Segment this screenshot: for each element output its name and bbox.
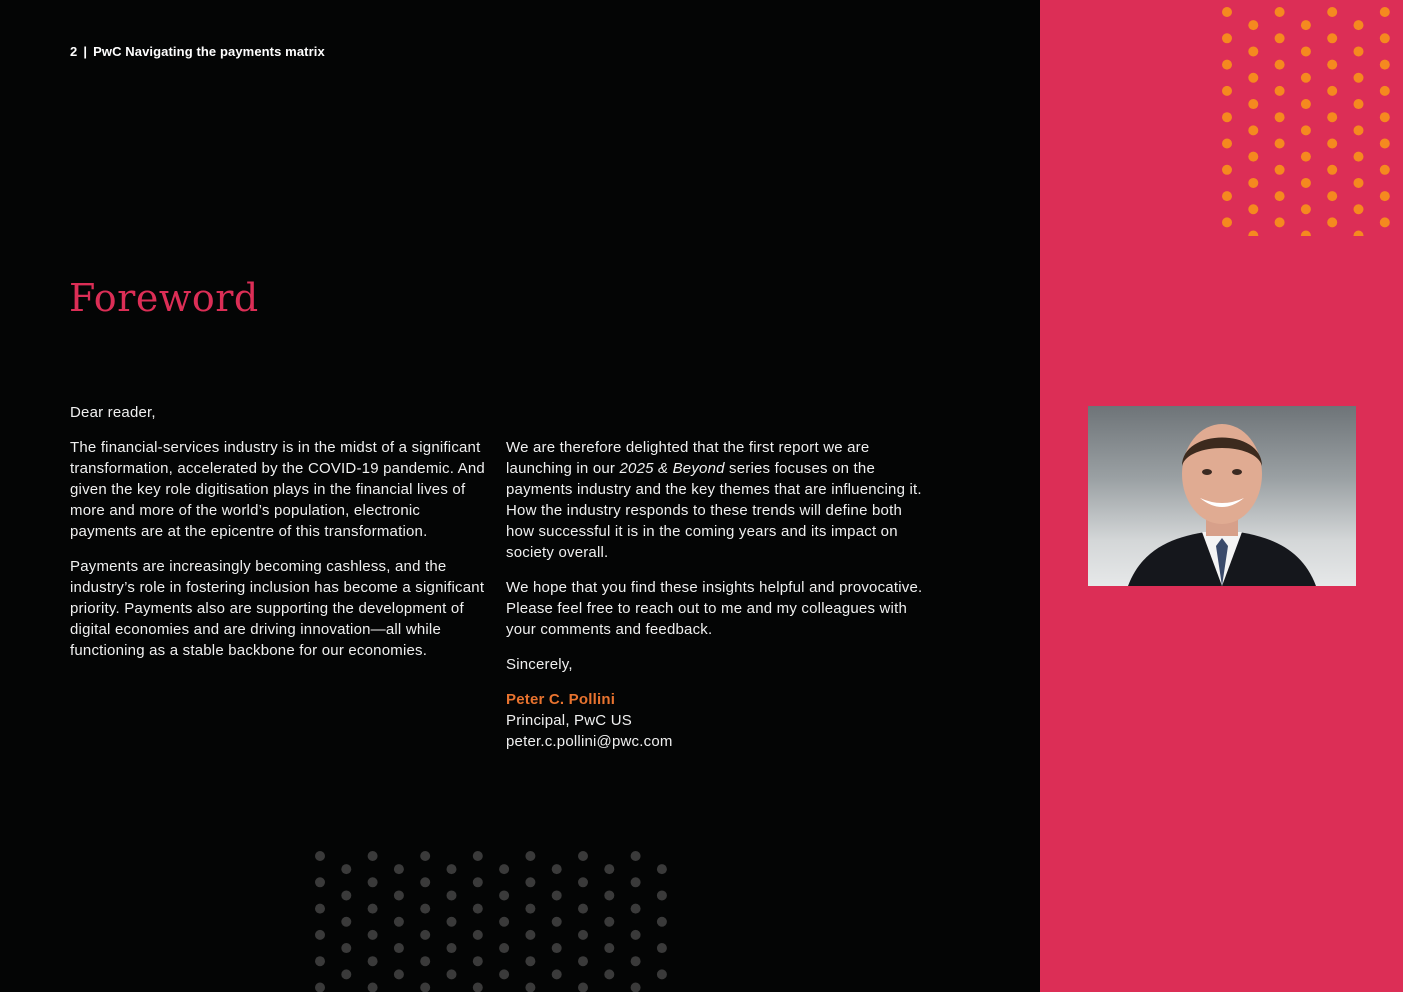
decor-dot <box>420 851 430 861</box>
decor-dot <box>1222 165 1232 175</box>
decor-dot <box>552 890 562 900</box>
decor-dot <box>1327 33 1337 43</box>
paragraph-4: We hope that you find these insights helpful and provocative. Please feel free to reach out to me and my colleagues with your comments and feedback. <box>506 579 923 638</box>
portrait-illustration <box>1088 406 1356 586</box>
decor-dot <box>447 969 457 979</box>
decor-dot <box>1275 139 1285 149</box>
decor-dot <box>1248 152 1258 162</box>
decor-dot <box>657 917 667 927</box>
decor-dot <box>604 943 614 953</box>
decor-dot <box>657 969 667 979</box>
decor-dot <box>1327 7 1337 17</box>
paragraph-2: Payments are increasingly becoming cashless, and the industry’s role in fostering inclusion has become a significant priority. Payments also are supporting the development of digital economies and are driving innovation—all while functioning as a stable backbone for our economies. <box>70 558 485 659</box>
decor-dot <box>1354 73 1364 83</box>
decor-dot <box>525 877 535 887</box>
decor-dot <box>631 851 641 861</box>
paragraph-3 <box>506 437 926 563</box>
decor-dot <box>1380 139 1390 149</box>
decor-dot <box>341 917 351 927</box>
decor-dot <box>1327 112 1337 122</box>
decor-dot <box>394 969 404 979</box>
decor-dot <box>315 930 325 940</box>
decor-dot <box>1301 46 1311 56</box>
decor-dot <box>394 864 404 874</box>
decor-dot <box>552 917 562 927</box>
decor-dot <box>499 917 509 927</box>
decor-dot <box>1380 33 1390 43</box>
decor-dot <box>1275 33 1285 43</box>
author-portrait <box>1088 406 1356 586</box>
signature-block <box>506 689 926 752</box>
decor-dot <box>1248 125 1258 135</box>
decor-dot <box>1380 217 1390 227</box>
decor-dot <box>1301 231 1311 236</box>
running-header <box>70 44 325 59</box>
decor-dot <box>1380 165 1390 175</box>
decor-dot <box>473 930 483 940</box>
header-separator: | <box>83 44 88 59</box>
decor-dot <box>368 983 378 992</box>
decor-dot <box>1380 86 1390 96</box>
decor-dot <box>447 864 457 874</box>
decor-dot <box>315 877 325 887</box>
decor-dot <box>552 943 562 953</box>
document-title: PwC Navigating the payments matrix <box>93 44 325 59</box>
decor-dot <box>1354 20 1364 30</box>
decor-dot <box>1275 191 1285 201</box>
decor-dot <box>1275 165 1285 175</box>
decor-dot <box>604 917 614 927</box>
decor-dot <box>368 851 378 861</box>
decor-dot <box>447 917 457 927</box>
signature-role: Principal, PwC US <box>506 712 632 729</box>
decor-dot <box>1301 99 1311 109</box>
decor-dot <box>1327 165 1337 175</box>
decor-dot <box>1327 60 1337 70</box>
decor-dot <box>1301 152 1311 162</box>
decor-dot <box>1327 191 1337 201</box>
decor-dot <box>1354 99 1364 109</box>
decor-dot <box>1248 231 1258 236</box>
decor-dot <box>420 904 430 914</box>
decor-dot <box>368 877 378 887</box>
decor-dot <box>1275 112 1285 122</box>
decor-dot <box>604 890 614 900</box>
decor-dot <box>657 943 667 953</box>
decor-dot <box>394 890 404 900</box>
letter-right-column <box>506 437 926 752</box>
decor-dot <box>341 864 351 874</box>
decor-dot <box>499 890 509 900</box>
decor-dot <box>1301 125 1311 135</box>
decor-dot <box>368 956 378 966</box>
decor-dot <box>1222 217 1232 227</box>
decor-dot <box>473 851 483 861</box>
decor-dot <box>1354 46 1364 56</box>
decor-dot <box>1275 60 1285 70</box>
decor-dot <box>1327 86 1337 96</box>
decor-dot <box>1380 7 1390 17</box>
decor-dot <box>420 983 430 992</box>
decor-dot <box>604 969 614 979</box>
decor-dot <box>368 930 378 940</box>
salutation: Dear reader, <box>70 404 156 421</box>
decor-dot <box>631 877 641 887</box>
decor-dot <box>1327 139 1337 149</box>
decor-dot <box>552 969 562 979</box>
decor-dot <box>341 890 351 900</box>
decor-dot <box>420 930 430 940</box>
decor-dot <box>1301 20 1311 30</box>
decor-dot <box>1248 204 1258 214</box>
decor-dot <box>368 904 378 914</box>
decor-dot <box>578 930 588 940</box>
decor-dot <box>315 851 325 861</box>
decor-dot <box>394 917 404 927</box>
decor-dot <box>1222 33 1232 43</box>
decor-dot <box>1380 112 1390 122</box>
decor-dot <box>1248 73 1258 83</box>
decor-dot <box>1301 178 1311 188</box>
decor-dot <box>578 956 588 966</box>
decor-dot <box>631 983 641 992</box>
decor-dot <box>341 943 351 953</box>
decor-dot <box>315 983 325 992</box>
decor-dot <box>1354 231 1364 236</box>
decor-dot <box>1248 99 1258 109</box>
paragraph-3-text-a: We are therefore delighted that the first report we are launching in our <box>506 439 870 477</box>
decor-dot <box>1301 73 1311 83</box>
orange-dot-pattern <box>1215 0 1403 236</box>
decor-dot <box>1248 46 1258 56</box>
decor-dot <box>1354 204 1364 214</box>
page-number: 2 <box>70 44 78 59</box>
series-name: 2025 & Beyond <box>619 460 725 477</box>
decor-dot <box>315 904 325 914</box>
decor-dot <box>525 904 535 914</box>
decor-dot <box>578 851 588 861</box>
decor-dot <box>1275 217 1285 227</box>
decor-dot <box>1248 20 1258 30</box>
decor-dot <box>1222 191 1232 201</box>
decor-dot <box>1301 204 1311 214</box>
decor-dot <box>473 877 483 887</box>
decor-dot <box>1222 86 1232 96</box>
decor-dot <box>525 851 535 861</box>
decor-dot <box>499 969 509 979</box>
decor-dot <box>1248 178 1258 188</box>
decor-dot <box>1222 139 1232 149</box>
decor-dot <box>657 890 667 900</box>
decor-dot <box>394 943 404 953</box>
decor-dot <box>1222 60 1232 70</box>
decor-dot <box>552 864 562 874</box>
decor-dot <box>1222 7 1232 17</box>
decor-dot <box>657 864 667 874</box>
signature-name: Peter C. Pollini <box>506 691 616 708</box>
decor-dot <box>1275 86 1285 96</box>
decor-dot <box>341 969 351 979</box>
decor-dot <box>525 930 535 940</box>
letter-left-column <box>70 402 485 675</box>
decor-dot <box>499 864 509 874</box>
decor-dot <box>604 864 614 874</box>
decor-dot <box>1354 152 1364 162</box>
decor-dot <box>1354 178 1364 188</box>
decor-dot <box>420 877 430 887</box>
decor-dot <box>473 956 483 966</box>
decor-dot <box>1327 217 1337 227</box>
decor-dot <box>420 956 430 966</box>
closing: Sincerely, <box>506 656 573 673</box>
decor-dot <box>447 890 457 900</box>
decor-dot <box>525 956 535 966</box>
decor-dot <box>631 904 641 914</box>
signature-email[interactable]: peter.c.pollini@pwc.com <box>506 733 673 750</box>
decor-dot <box>631 930 641 940</box>
decor-dot <box>578 983 588 992</box>
decor-dot <box>473 904 483 914</box>
decor-dot <box>578 904 588 914</box>
decor-dot <box>631 956 641 966</box>
decor-dot <box>578 877 588 887</box>
decor-dot <box>447 943 457 953</box>
grey-dot-pattern <box>312 848 678 992</box>
decor-dot <box>1354 125 1364 135</box>
decor-dot <box>1275 7 1285 17</box>
paragraph-3-text-b: series focuses on the payments industry and the key themes that are influencing it. How the industry responds to these trends will define both how successful it is in the coming years and its impact on society overall. <box>506 460 922 561</box>
decor-dot <box>1222 112 1232 122</box>
decor-dot <box>525 983 535 992</box>
page-title: Foreword <box>69 276 259 320</box>
decor-dot <box>499 943 509 953</box>
decor-dot <box>1380 60 1390 70</box>
decor-dot <box>1380 191 1390 201</box>
paragraph-1: The financial-services industry is in the midst of a significant transformation, accelerated by the COVID-19 pandemic. And given the key role digitisation plays in the financial lives of more and more of the world’s population, electronic payments are at the epicentre of this transformation. <box>70 439 485 540</box>
decor-dot <box>315 956 325 966</box>
decor-dot <box>473 983 483 992</box>
